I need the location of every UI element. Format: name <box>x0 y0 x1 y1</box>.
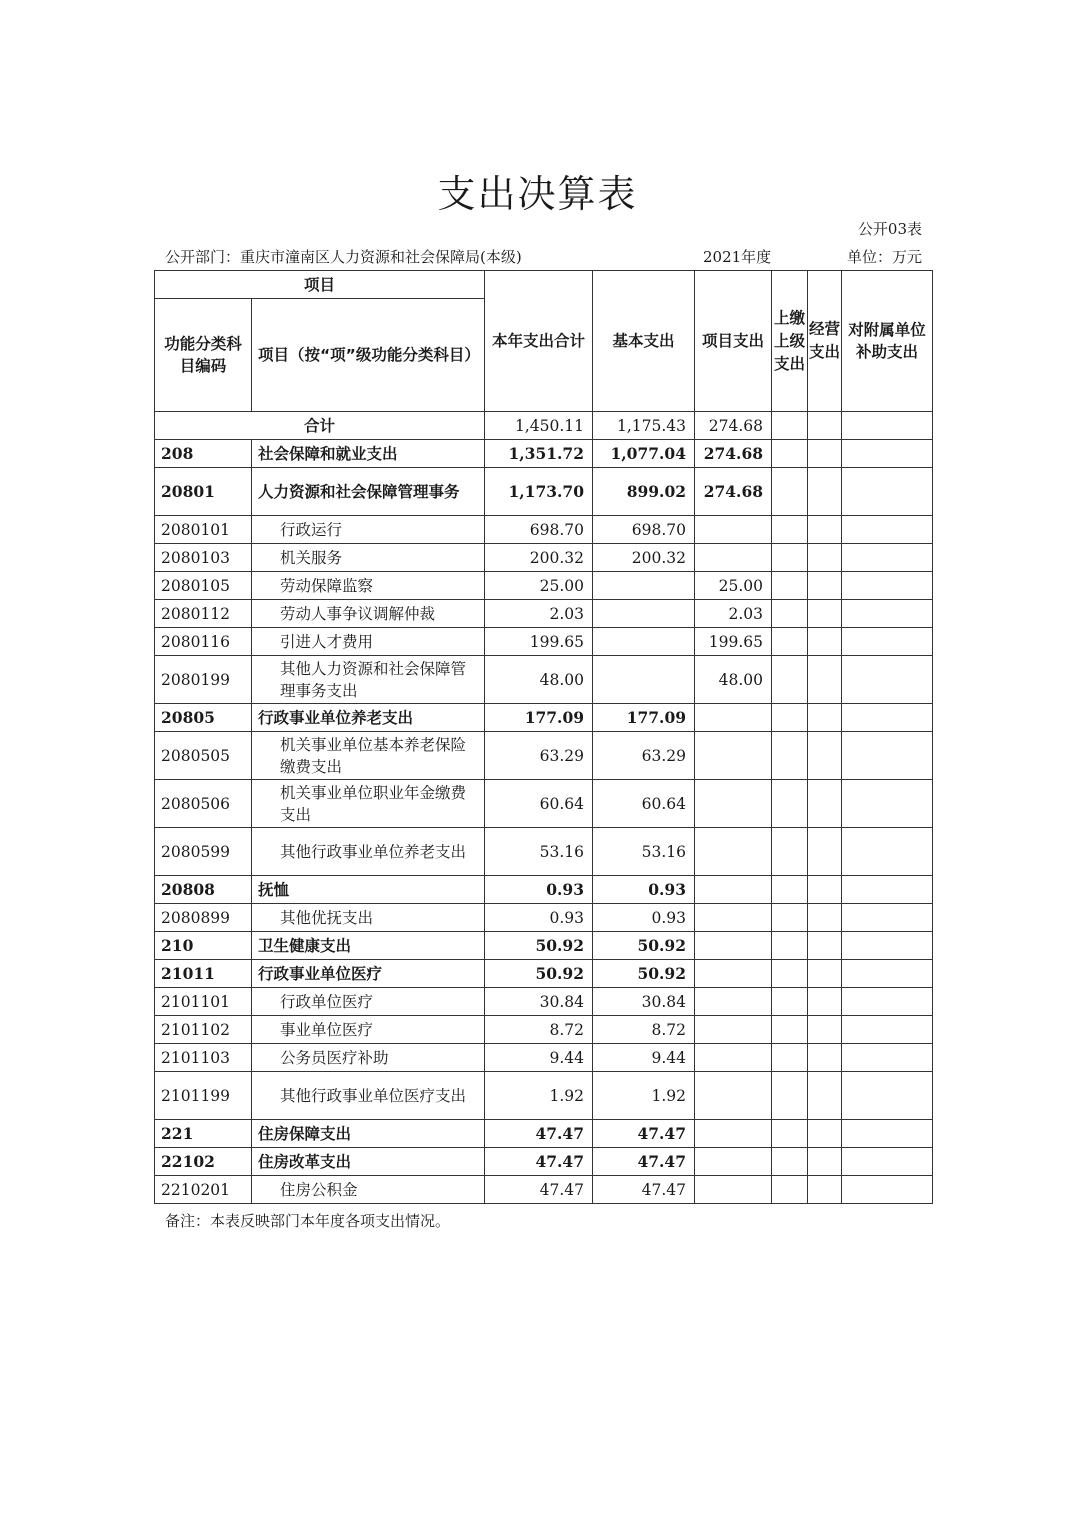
row-name: 行政单位医疗 <box>252 988 485 1016</box>
row-code: 2080105 <box>155 572 252 600</box>
row-total: 1,351.72 <box>485 440 593 468</box>
row-subsidy <box>842 1072 933 1120</box>
total-total: 1,450.11 <box>485 412 593 440</box>
row-upper <box>772 932 808 960</box>
row-code: 2080506 <box>155 780 252 828</box>
row-total: 1.92 <box>485 1072 593 1120</box>
row-code: 2080599 <box>155 828 252 876</box>
row-business <box>808 572 842 600</box>
row-code: 2080101 <box>155 516 252 544</box>
row-project: 274.68 <box>695 468 772 516</box>
row-subsidy <box>842 828 933 876</box>
row-basic: 1.92 <box>593 1072 695 1120</box>
row-basic: 0.93 <box>593 904 695 932</box>
row-project <box>695 704 772 732</box>
row-upper <box>772 628 808 656</box>
row-basic <box>593 656 695 704</box>
row-upper <box>772 704 808 732</box>
row-upper <box>772 960 808 988</box>
row-project <box>695 932 772 960</box>
total-subsidy <box>842 412 933 440</box>
row-basic: 53.16 <box>593 828 695 876</box>
row-basic: 200.32 <box>593 544 695 572</box>
row-subsidy <box>842 1148 933 1176</box>
row-subsidy <box>842 904 933 932</box>
row-name: 劳动人事争议调解仲裁 <box>252 600 485 628</box>
row-project <box>695 828 772 876</box>
row-basic: 47.47 <box>593 1148 695 1176</box>
row-business <box>808 600 842 628</box>
table-row <box>155 1176 933 1204</box>
row-business <box>808 544 842 572</box>
header-item: 项目 <box>155 271 485 299</box>
row-upper <box>772 876 808 904</box>
row-business <box>808 932 842 960</box>
row-code: 208 <box>155 440 252 468</box>
row-subsidy <box>842 960 933 988</box>
row-code: 20801 <box>155 468 252 516</box>
department-label: 公开部门：重庆市潼南区人力资源和社会保障局(本级) <box>165 248 522 266</box>
row-total: 200.32 <box>485 544 593 572</box>
row-subsidy <box>842 572 933 600</box>
row-business <box>808 440 842 468</box>
row-subsidy <box>842 468 933 516</box>
row-upper <box>772 1120 808 1148</box>
row-name: 行政事业单位养老支出 <box>252 704 485 732</box>
row-project <box>695 1016 772 1044</box>
row-basic <box>593 572 695 600</box>
row-business <box>808 1148 842 1176</box>
row-name: 行政运行 <box>252 516 485 544</box>
row-project <box>695 988 772 1016</box>
row-basic: 60.64 <box>593 780 695 828</box>
table-row <box>155 1120 933 1148</box>
table-row <box>155 1148 933 1176</box>
row-business <box>808 876 842 904</box>
table-row <box>155 628 933 656</box>
row-project <box>695 544 772 572</box>
row-business <box>808 704 842 732</box>
row-subsidy <box>842 876 933 904</box>
header-project: 项目支出 <box>695 271 772 412</box>
row-upper <box>772 780 808 828</box>
table-row <box>155 516 933 544</box>
table-row <box>155 704 933 732</box>
row-basic: 698.70 <box>593 516 695 544</box>
row-subsidy <box>842 656 933 704</box>
row-basic: 30.84 <box>593 988 695 1016</box>
header-upper: 上缴上级支出 <box>772 271 808 412</box>
row-basic: 50.92 <box>593 932 695 960</box>
row-business <box>808 516 842 544</box>
row-project: 48.00 <box>695 656 772 704</box>
table-row <box>155 932 933 960</box>
row-project <box>695 960 772 988</box>
row-total: 53.16 <box>485 828 593 876</box>
row-basic: 8.72 <box>593 1016 695 1044</box>
row-name: 人力资源和社会保障管理事务 <box>252 468 485 516</box>
total-project: 274.68 <box>695 412 772 440</box>
row-project <box>695 904 772 932</box>
row-upper <box>772 544 808 572</box>
row-code: 2080103 <box>155 544 252 572</box>
row-basic: 0.93 <box>593 876 695 904</box>
row-business <box>808 904 842 932</box>
row-total: 47.47 <box>485 1148 593 1176</box>
row-code: 2101199 <box>155 1072 252 1120</box>
table-row <box>155 988 933 1016</box>
row-code: 2080899 <box>155 904 252 932</box>
table-row <box>155 904 933 932</box>
row-business <box>808 988 842 1016</box>
table-row <box>155 876 933 904</box>
row-project: 25.00 <box>695 572 772 600</box>
unit-label: 单位：万元 <box>846 248 922 266</box>
row-project <box>695 1072 772 1120</box>
page-title: 支出决算表 <box>437 172 638 216</box>
row-code: 2101102 <box>155 1016 252 1044</box>
row-subsidy <box>842 600 933 628</box>
footnote: 备注：本表反映部门本年度各项支出情况。 <box>165 1212 451 1230</box>
row-business <box>808 1120 842 1148</box>
table-row <box>155 960 933 988</box>
row-name: 行政事业单位医疗 <box>252 960 485 988</box>
row-name: 住房公积金 <box>252 1176 485 1204</box>
row-basic: 47.47 <box>593 1176 695 1204</box>
row-subsidy <box>842 932 933 960</box>
row-basic: 50.92 <box>593 960 695 988</box>
row-name: 劳动保障监察 <box>252 572 485 600</box>
table-row <box>155 572 933 600</box>
row-basic: 9.44 <box>593 1044 695 1072</box>
row-project <box>695 1148 772 1176</box>
row-upper <box>772 1016 808 1044</box>
row-total: 9.44 <box>485 1044 593 1072</box>
row-name: 其他行政事业单位医疗支出 <box>252 1072 485 1120</box>
row-basic: 47.47 <box>593 1120 695 1148</box>
row-subsidy <box>842 1016 933 1044</box>
header-code: 功能分类科目编码 <box>155 299 252 412</box>
row-name: 引进人才费用 <box>252 628 485 656</box>
row-project: 199.65 <box>695 628 772 656</box>
row-business <box>808 960 842 988</box>
row-total: 48.00 <box>485 656 593 704</box>
row-business <box>808 656 842 704</box>
row-code: 2080199 <box>155 656 252 704</box>
header-basic: 基本支出 <box>593 271 695 412</box>
row-code: 210 <box>155 932 252 960</box>
row-basic: 1,077.04 <box>593 440 695 468</box>
row-subsidy <box>842 544 933 572</box>
table-body <box>155 412 933 1204</box>
row-total: 50.92 <box>485 960 593 988</box>
row-upper <box>772 1044 808 1072</box>
row-total: 60.64 <box>485 780 593 828</box>
row-basic <box>593 628 695 656</box>
row-total: 25.00 <box>485 572 593 600</box>
row-total: 8.72 <box>485 1016 593 1044</box>
row-code: 221 <box>155 1120 252 1148</box>
row-upper <box>772 572 808 600</box>
row-business <box>808 780 842 828</box>
row-name: 卫生健康支出 <box>252 932 485 960</box>
row-subsidy <box>842 440 933 468</box>
total-business <box>808 412 842 440</box>
total-basic: 1,175.43 <box>593 412 695 440</box>
table-number: 公开03表 <box>857 220 922 238</box>
row-business <box>808 1072 842 1120</box>
table-row <box>155 732 933 780</box>
row-upper <box>772 988 808 1016</box>
row-code: 20808 <box>155 876 252 904</box>
row-subsidy <box>842 988 933 1016</box>
table-row <box>155 1044 933 1072</box>
row-name: 住房改革支出 <box>252 1148 485 1176</box>
row-total: 199.65 <box>485 628 593 656</box>
row-business <box>808 628 842 656</box>
row-upper <box>772 1072 808 1120</box>
row-business <box>808 1044 842 1072</box>
row-total: 1,173.70 <box>485 468 593 516</box>
row-total: 30.84 <box>485 988 593 1016</box>
table-row <box>155 1016 933 1044</box>
row-code: 22102 <box>155 1148 252 1176</box>
table-row <box>155 440 933 468</box>
row-project: 274.68 <box>695 440 772 468</box>
row-project: 2.03 <box>695 600 772 628</box>
row-name: 其他行政事业单位养老支出 <box>252 828 485 876</box>
row-total: 0.93 <box>485 904 593 932</box>
row-project <box>695 516 772 544</box>
row-name: 住房保障支出 <box>252 1120 485 1148</box>
row-name: 社会保障和就业支出 <box>252 440 485 468</box>
row-subsidy <box>842 732 933 780</box>
expenditure-table <box>154 270 933 1204</box>
row-upper <box>772 904 808 932</box>
row-total: 50.92 <box>485 932 593 960</box>
row-total: 63.29 <box>485 732 593 780</box>
row-subsidy <box>842 1176 933 1204</box>
row-basic: 899.02 <box>593 468 695 516</box>
row-code: 2080112 <box>155 600 252 628</box>
table-row <box>155 828 933 876</box>
row-business <box>808 1176 842 1204</box>
row-upper <box>772 1148 808 1176</box>
row-name: 机关事业单位职业年金缴费支出 <box>252 780 485 828</box>
row-business <box>808 732 842 780</box>
row-subsidy <box>842 628 933 656</box>
row-total: 177.09 <box>485 704 593 732</box>
row-name: 公务员医疗补助 <box>252 1044 485 1072</box>
table-row <box>155 656 933 704</box>
table-row <box>155 1072 933 1120</box>
row-upper <box>772 828 808 876</box>
row-basic: 63.29 <box>593 732 695 780</box>
row-name: 抚恤 <box>252 876 485 904</box>
row-business <box>808 1016 842 1044</box>
row-total: 47.47 <box>485 1120 593 1148</box>
row-subsidy <box>842 780 933 828</box>
row-project <box>695 1120 772 1148</box>
row-business <box>808 828 842 876</box>
row-project <box>695 732 772 780</box>
row-name: 其他人力资源和社会保障管理事务支出 <box>252 656 485 704</box>
row-upper <box>772 732 808 780</box>
row-upper <box>772 440 808 468</box>
header-name: 项目（按“项”级功能分类科目） <box>252 299 485 412</box>
table-row <box>155 544 933 572</box>
row-subsidy <box>842 1120 933 1148</box>
row-upper <box>772 516 808 544</box>
row-code: 2080116 <box>155 628 252 656</box>
row-subsidy <box>842 516 933 544</box>
row-name: 机关服务 <box>252 544 485 572</box>
row-total: 47.47 <box>485 1176 593 1204</box>
row-name: 机关事业单位基本养老保险缴费支出 <box>252 732 485 780</box>
row-basic <box>593 600 695 628</box>
row-total: 2.03 <box>485 600 593 628</box>
row-basic: 177.09 <box>593 704 695 732</box>
row-code: 2101103 <box>155 1044 252 1072</box>
row-upper <box>772 468 808 516</box>
year-label: 2021年度 <box>703 248 772 266</box>
row-upper <box>772 656 808 704</box>
row-project <box>695 1176 772 1204</box>
row-subsidy <box>842 704 933 732</box>
row-project <box>695 780 772 828</box>
row-code: 21011 <box>155 960 252 988</box>
total-upper <box>772 412 808 440</box>
header-subsidy: 对附属单位补助支出 <box>842 271 933 412</box>
table-row <box>155 468 933 516</box>
row-subsidy <box>842 1044 933 1072</box>
row-total: 0.93 <box>485 876 593 904</box>
row-code: 2080505 <box>155 732 252 780</box>
row-name: 其他优抚支出 <box>252 904 485 932</box>
row-code: 20805 <box>155 704 252 732</box>
header-total: 本年支出合计 <box>485 271 593 412</box>
row-code: 2101101 <box>155 988 252 1016</box>
row-project <box>695 1044 772 1072</box>
row-business <box>808 468 842 516</box>
row-code: 2210201 <box>155 1176 252 1204</box>
row-total: 698.70 <box>485 516 593 544</box>
row-upper <box>772 1176 808 1204</box>
table-row <box>155 600 933 628</box>
table-row <box>155 780 933 828</box>
header-business: 经营支出 <box>808 271 842 412</box>
total-row <box>155 412 933 440</box>
total-label: 合计 <box>155 412 485 440</box>
row-name: 事业单位医疗 <box>252 1016 485 1044</box>
row-project <box>695 876 772 904</box>
row-upper <box>772 600 808 628</box>
